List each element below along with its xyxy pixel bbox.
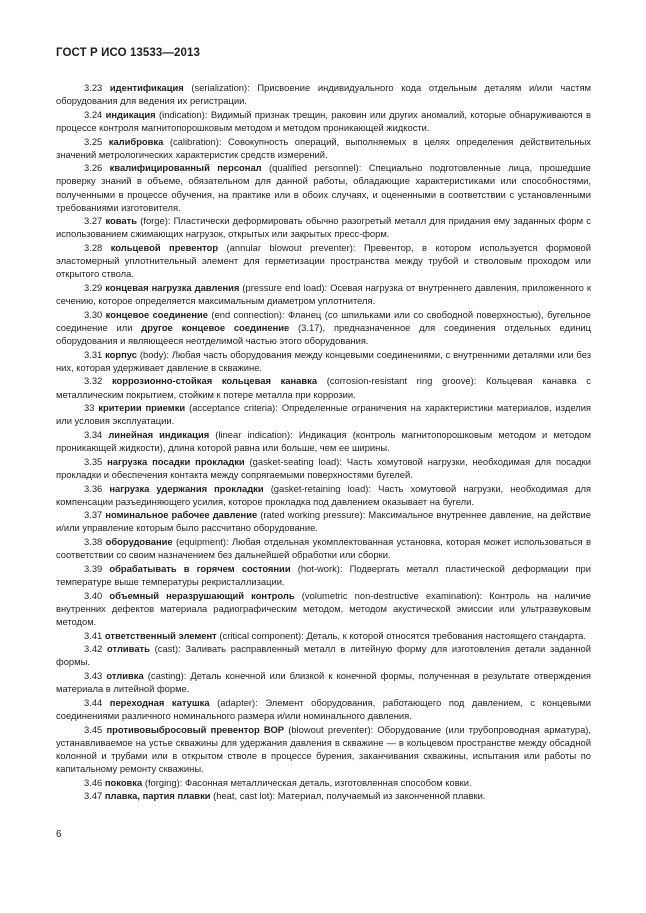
entry-number: 3.45 bbox=[84, 723, 103, 735]
entry-term: номинальное рабочее давление bbox=[105, 509, 258, 521]
entry-definition: (gasket-retaining load): Часть хомутовой нагрузки, необходимая для компенсации разъединяющего усилия, которое прокладка под давлением оказывает на бугели. bbox=[56, 482, 592, 507]
entry-definition: (forging): Фасонная металлическая деталь, изготовленная способом ковки. bbox=[142, 776, 472, 788]
entry-definition: (gasket-seating load): Часть хомутовой нагрузки, необходимая для посадки прокладки и обеспечения контакта между сопрягаемыми поверхностями бугелей. bbox=[56, 455, 591, 480]
entry-term: кольцевой превентор bbox=[110, 242, 219, 254]
definition-entry bbox=[56, 455, 591, 481]
entry-number: 33 bbox=[84, 402, 95, 414]
entry-number: 3.42 bbox=[84, 643, 103, 655]
entry-term: отливать bbox=[107, 643, 150, 655]
entry-number: 3.23 bbox=[84, 82, 103, 93]
entry-term: поковка bbox=[104, 776, 143, 788]
definition-entry bbox=[56, 508, 591, 534]
entry-definition: (corrosion-resistant ring groove): Кольцевая канавка с металлическим покрытием, стойким к потере металла при коррозии. bbox=[56, 375, 591, 400]
entry-number: 3.41 bbox=[84, 629, 103, 641]
entry-term: идентификация bbox=[109, 82, 184, 93]
entry-definition: (equipment): Любая отдельная укомплектованная установка, которая может использоваться в соответствии со своим назначением без дальнейшей обработки или сборки. bbox=[56, 536, 591, 561]
entry-definition: (cast): Заливать расправленный металл в литейную форму для изготовления детали заданной формы. bbox=[56, 643, 591, 668]
entry-number: 3.35 bbox=[84, 455, 103, 467]
entry-term: линейная индикация bbox=[108, 428, 210, 440]
definition-entry bbox=[56, 669, 591, 695]
definition-entry bbox=[56, 81, 591, 107]
definition-entry bbox=[56, 562, 591, 588]
entry-term: нагрузка удержания прокладки bbox=[109, 482, 264, 494]
entry-definition: (qualified personnel): Специально подготовленные лица, прошедшие проверку знаний в объеме, обязательном для данной работы, обладающие характеристиками или способностями, полученными в процессе обучения, на практике или в обоих случаях, и оцененными в соответствии с установленными требованиями изготовителя. bbox=[56, 162, 591, 213]
entry-term: плавка, партия плавки bbox=[104, 790, 211, 802]
entry-definition: (body): Любая часть оборудования между концевыми соединениями, с внутренними деталями или без них, которая удерживает давление в скважине. bbox=[56, 348, 591, 373]
definition-entry bbox=[56, 161, 591, 213]
entry-number: 3.24 bbox=[84, 108, 103, 120]
entry-definition-continued: (3.17), предназначенное для соединения отдельных единиц оборудования и являющееся неотделимой частью этого оборудования. bbox=[56, 321, 591, 346]
definition-entry bbox=[56, 308, 591, 347]
entry-definition: (calibration): Совокупность операций, выполняемых в целях определения действительных значений метрологических характеристик средств измерений. bbox=[56, 135, 591, 160]
definition-entry bbox=[56, 789, 591, 802]
entry-term: концевая нагрузка давления bbox=[105, 281, 240, 293]
entry-definition: (annular blowout preventer): Превентор, в котором используется формовой эластомерный уплотнительный элемент для герметизации пространства между трубой и стволовым проходом или открытого ствола. bbox=[56, 242, 592, 280]
entry-definition: (indication): Видимый признак трещин, раковин или других аномалий, которые обнаруживаются в процессе контроля магнитопорошковым методом и методом проникающей жидкости. bbox=[56, 108, 592, 133]
entry-term: критерии приемки bbox=[98, 402, 186, 414]
entry-number: 3.47 bbox=[84, 790, 103, 802]
entry-term: обрабатывать в горячем состоянии bbox=[109, 562, 291, 574]
entry-definition: (forge): Пластически деформировать обычно разогретый металл для придания ему заданных форм с использованием сжимающих нагрузок, открытых или закрытых пресс-форм. bbox=[56, 215, 591, 240]
definition-entry bbox=[56, 428, 591, 454]
definition-entry bbox=[56, 401, 591, 427]
entry-term: ковать bbox=[105, 215, 137, 227]
entry-definition: (acceptance criteria): Определенные ограничения на характеристики материалов, изделия или условия эксплуатации. bbox=[56, 402, 592, 427]
entry-number: 3.40 bbox=[84, 589, 103, 601]
entry-number: 3.28 bbox=[84, 242, 103, 254]
entry-number: 3.38 bbox=[84, 536, 103, 548]
definition-entry bbox=[56, 589, 591, 628]
entry-term: корпус bbox=[105, 348, 137, 360]
entry-number: 3.31 bbox=[84, 348, 103, 360]
entry-number: 3.30 bbox=[84, 308, 103, 320]
entry-number: 3.34 bbox=[84, 428, 103, 440]
entry-number: 3.27 bbox=[84, 215, 103, 227]
entry-number: 3.46 bbox=[84, 776, 103, 788]
definition-entry bbox=[56, 241, 591, 280]
entry-definition: (adapter): Элемент оборудования, работающего под давлением, с концевыми соединениями различного номинального размера и/или номинального давления. bbox=[56, 696, 591, 721]
entry-term: отливка bbox=[106, 670, 144, 681]
entry-number: 3.39 bbox=[84, 562, 103, 574]
entry-term: противовыбросовый превентор ВОР bbox=[106, 723, 284, 735]
entry-term: квалифицированный персонал bbox=[109, 162, 262, 174]
definition-entry bbox=[56, 214, 591, 240]
entry-number: 3.44 bbox=[84, 696, 103, 708]
definitions-list bbox=[56, 81, 591, 803]
entry-term: ответственный элемент bbox=[104, 629, 217, 641]
definition-entry bbox=[56, 535, 591, 561]
definition-entry bbox=[56, 723, 591, 775]
entry-definition: (end connection): Фланец (со шпильками или со свободной поверхностью), бугельное соединение или bbox=[56, 308, 591, 333]
entry-definition: (heat, cast lot): Материал, получаемый из законченной плавки. bbox=[210, 790, 486, 802]
entry-number: 3.29 bbox=[84, 281, 103, 293]
definition-entry bbox=[56, 482, 591, 508]
entry-term: объемный неразрушающий контроль bbox=[109, 589, 295, 601]
entry-definition: (blowout preventer): Оборудование (или трубопроводная арматура), устанавливаемое на устье скважины для удержания давления в скважине — в кольцевом пространстве между обсадной колонной и трубами или в открытом стволе в процессе бурения, заканчивания скважины, испытания или работы по капитальному ремонту скважины. bbox=[56, 723, 592, 774]
definition-entry bbox=[56, 108, 591, 134]
entry-term: калибровка bbox=[108, 135, 164, 147]
definition-entry bbox=[56, 374, 591, 400]
definition-entry bbox=[56, 642, 591, 668]
definition-entry bbox=[56, 348, 591, 374]
entry-term-secondary: другое концевое соединение bbox=[141, 321, 290, 333]
entry-number: 3.25 bbox=[84, 135, 103, 147]
entry-definition: (critical component): Деталь, к которой относятся требования настоящего стандарта. bbox=[216, 629, 586, 641]
definition-entry bbox=[56, 776, 591, 789]
definition-entry bbox=[56, 696, 591, 722]
entry-definition: (volumetric non-destructive examination): Контроль на наличие внутренних дефектов материала радиографическим методом, методом акустической эмиссии или ультразвуковым методом. bbox=[56, 589, 592, 627]
entry-definition: (casting): Деталь конечной или близкой к конечной формы, полученная в результате отверждения материала в литейной форме. bbox=[56, 670, 592, 695]
entry-term: переходная катушка bbox=[109, 696, 210, 708]
entry-number: 3.36 bbox=[84, 482, 103, 494]
entry-term: нагрузка посадки прокладки bbox=[107, 455, 245, 467]
entry-number: 3.26 bbox=[84, 162, 103, 174]
entry-term: индикация bbox=[105, 108, 156, 120]
entry-definition: (rated working pressure): Максимальное внутреннее давление, на действие и/или управление которым было рассчитано оборудование. bbox=[56, 509, 591, 534]
entry-term: концевое соединение bbox=[105, 308, 208, 320]
entry-term: коррозионно-стойкая кольцевая канавка bbox=[111, 375, 318, 387]
entry-definition: (linear indication): Индикация (контроль магнитопорошковым методом и методом проникающей жидкости), длина которой равна или больше, чем ее ширины. bbox=[56, 428, 591, 454]
entry-term: оборудование bbox=[105, 536, 173, 548]
entry-definition: (hot-work): Подвергать металл пластической деформации при температуре выше температуры рекристаллизации. bbox=[56, 562, 592, 587]
page-number: 6 bbox=[56, 829, 62, 840]
definition-entry bbox=[56, 281, 591, 307]
document-header: ГОСТ Р ИСО 13533—2013 bbox=[56, 47, 201, 59]
entry-number: 3.32 bbox=[84, 375, 103, 387]
entry-definition: (serialization): Присвоение индивидуального кода отдельным деталям и/или частям оборудования для ведения их регистрации. bbox=[56, 82, 591, 107]
entry-definition: (pressure end load): Осевая нагрузка от внутреннего давления, приложенного к сечению, которое определяется максимальным диаметром уплотнителя. bbox=[56, 281, 591, 307]
definition-entry bbox=[56, 629, 591, 642]
definition-entry bbox=[56, 135, 591, 161]
entry-number: 3.43 bbox=[84, 670, 103, 681]
entry-number: 3.37 bbox=[84, 509, 103, 521]
